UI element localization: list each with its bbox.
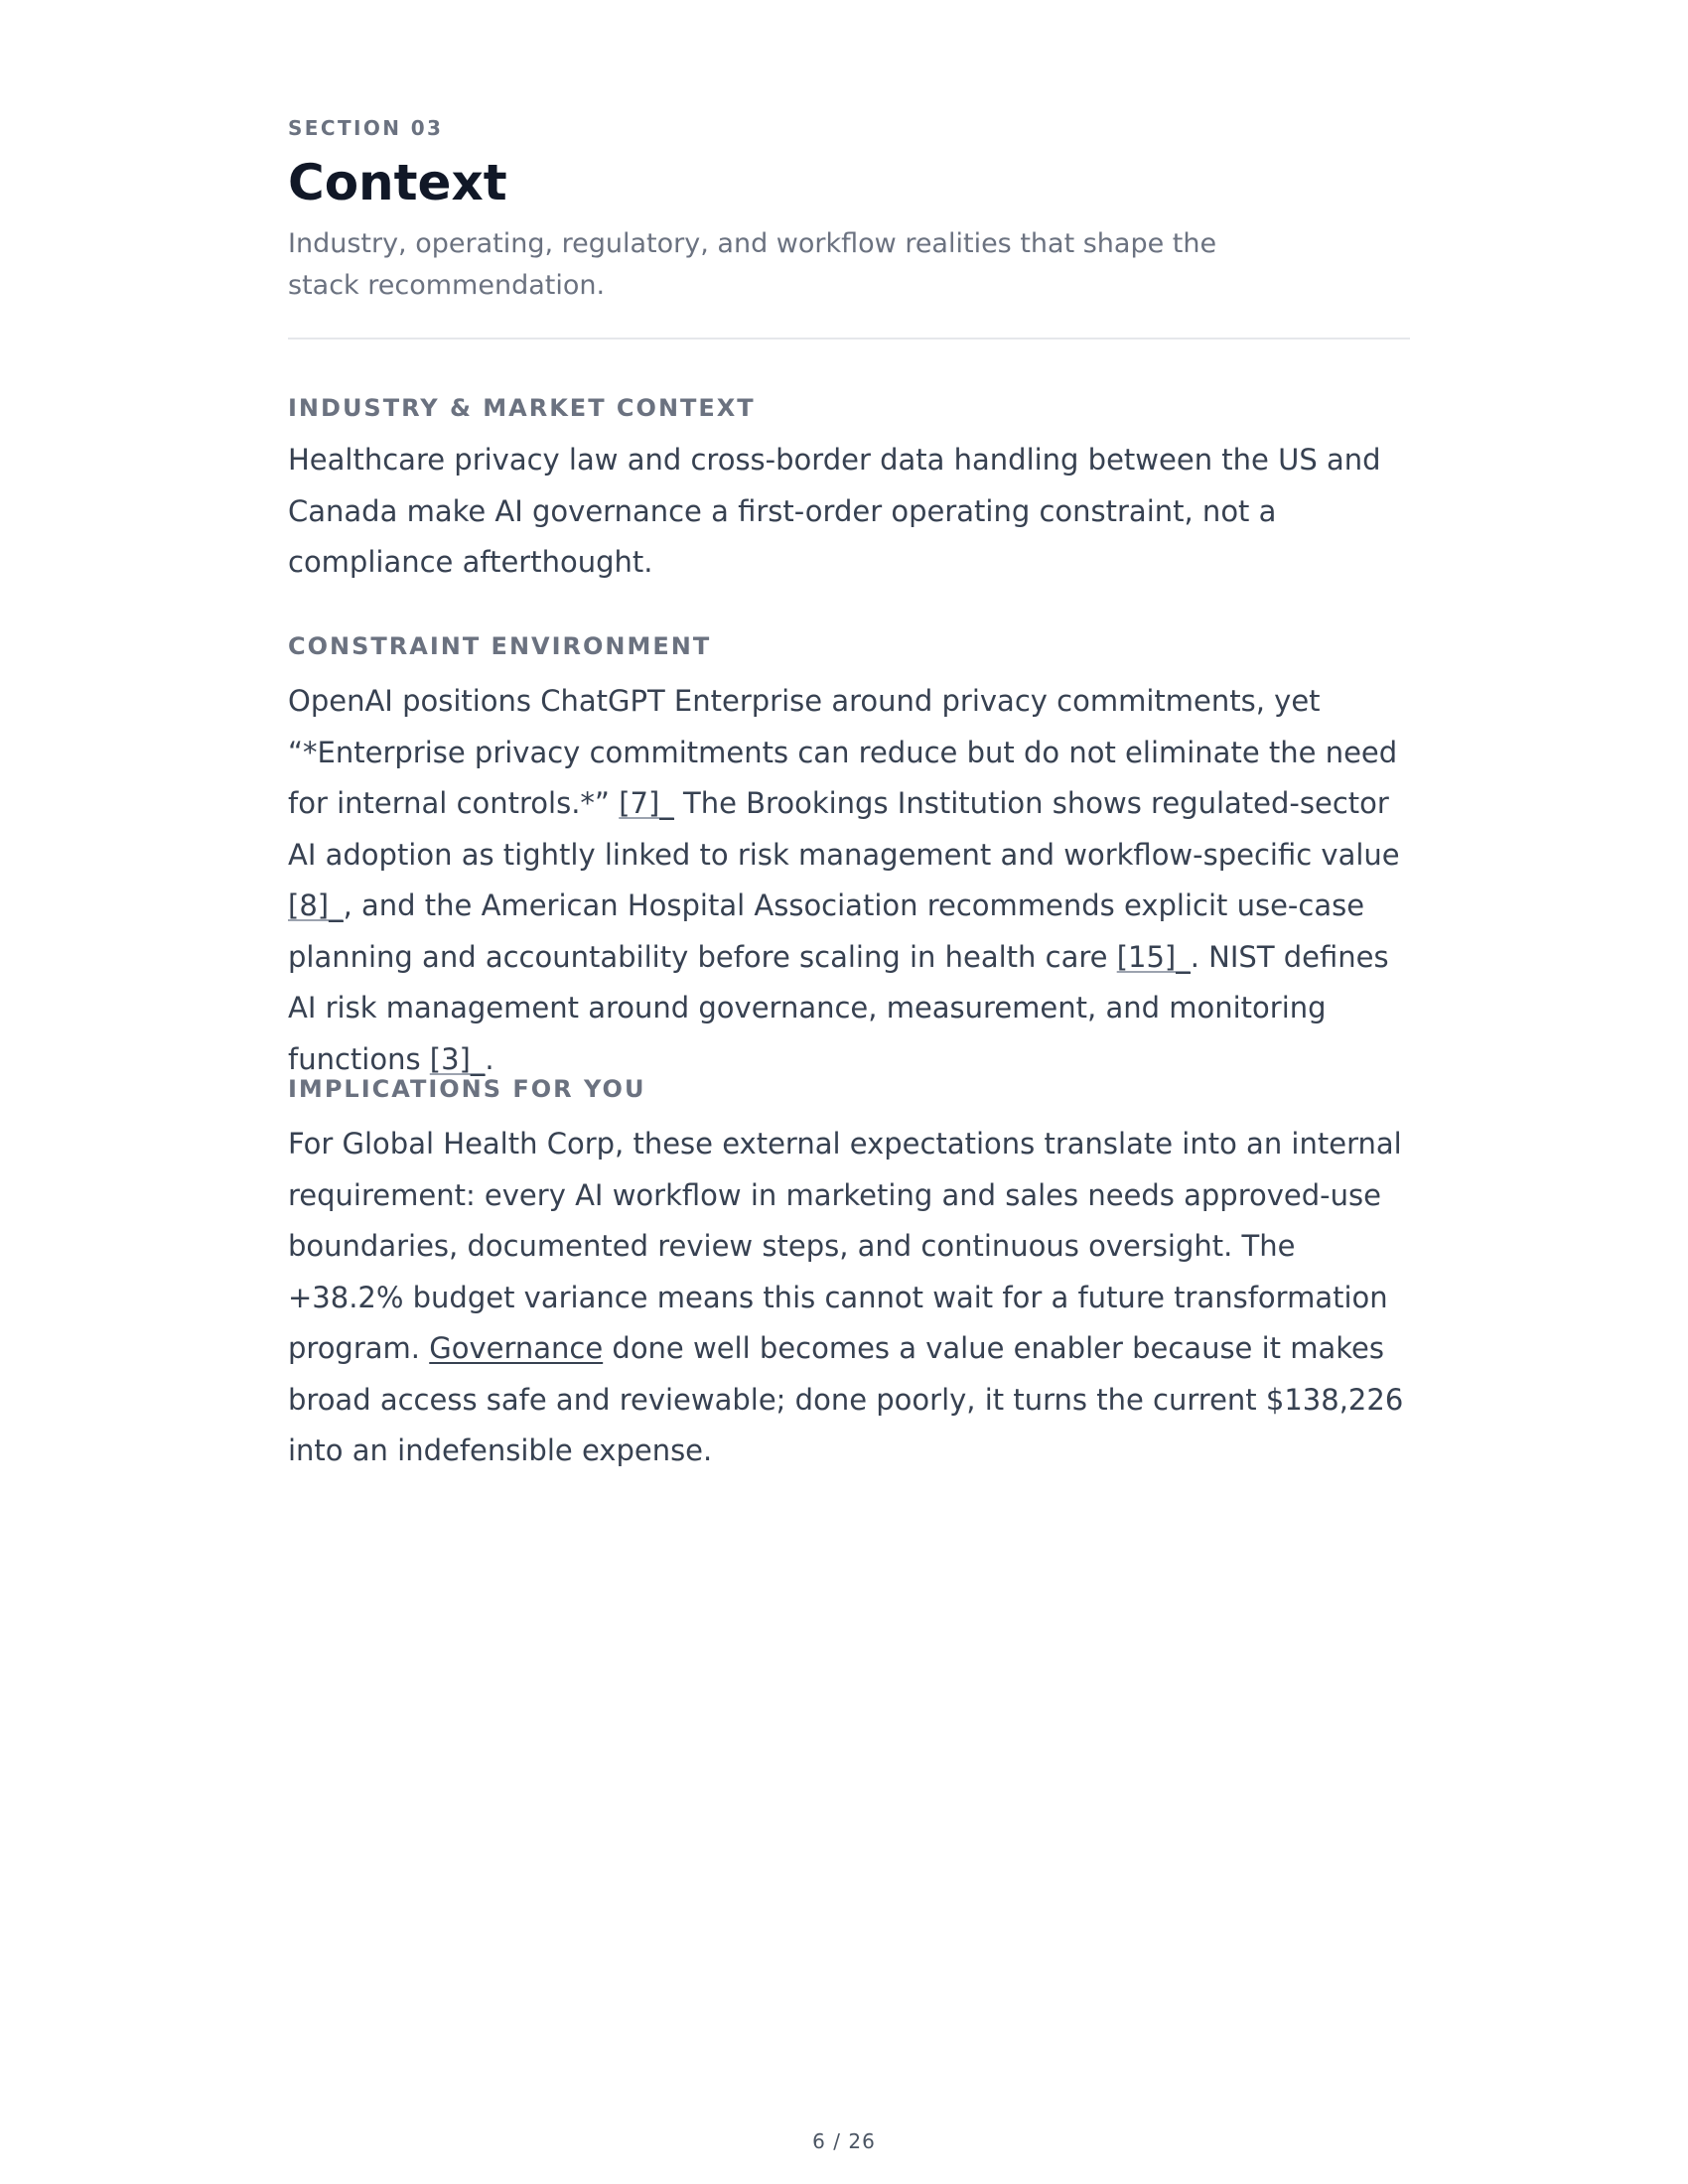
page-subtitle: Industry, operating, regulatory, and workflow realities that shape the stack recommendation. <box>288 228 1217 301</box>
constraint-text-part: . <box>485 1041 494 1076</box>
citation-link-8[interactable]: [8]_ <box>288 888 344 922</box>
constraint-environment-text <box>288 676 1410 1085</box>
page-title: Context <box>288 154 507 211</box>
implications-text <box>288 1119 1410 1477</box>
section-eyebrow: SECTION 03 <box>288 116 444 140</box>
header-divider <box>288 338 1410 340</box>
constraint-environment-heading: CONSTRAINT ENVIRONMENT <box>288 632 712 660</box>
implications-text-part: done well becomes a value enabler because it makes broad access safe and reviewable; done poorly, it turns the current $138,226 into an indefensible expense. <box>288 1331 1404 1467</box>
industry-context-heading: INDUSTRY & MARKET CONTEXT <box>288 394 756 422</box>
citation-link-15[interactable]: [15]_ <box>1116 939 1191 974</box>
industry-context-text: Healthcare privacy law and cross-border data handling between the US and Canada make AI governance a first-order operating constraint, not a compliance afterthought. <box>288 443 1381 579</box>
citation-link-3[interactable]: [3]_ <box>429 1041 486 1076</box>
citation-link-7[interactable]: [7]_ <box>619 786 674 820</box>
governance-link[interactable]: Governance <box>429 1331 604 1365</box>
implications-heading: IMPLICATIONS FOR YOU <box>288 1075 646 1103</box>
implications-text-part: For Global Health Corp, these external expectations translate into an internal requirement: every AI workflow in marketing and sales needs approved-use boundaries, documented review steps, and continuous oversight. The +38.2% budget variance means this cannot wait for a future transformation program. <box>288 1127 1402 1365</box>
constraint-text-part: , and the American Hospital Association recommends explicit use-case planning and accountability before scaling in health care <box>288 888 1365 974</box>
constraint-text-part: OpenAI positions ChatGPT Enterprise around privacy commitments, yet “*Enterprise privacy commitments can reduce but do not eliminate the need for internal controls.*” <box>288 684 1398 820</box>
constraint-text-part: . NIST defines AI risk management around governance, measurement, and monitoring functions <box>288 939 1389 1076</box>
page-number: 6 / 26 <box>812 2129 876 2153</box>
constraint-text-part: The Brookings Institution shows regulated-sector AI adoption as tightly linked to risk management and workflow-specific value <box>288 786 1400 872</box>
